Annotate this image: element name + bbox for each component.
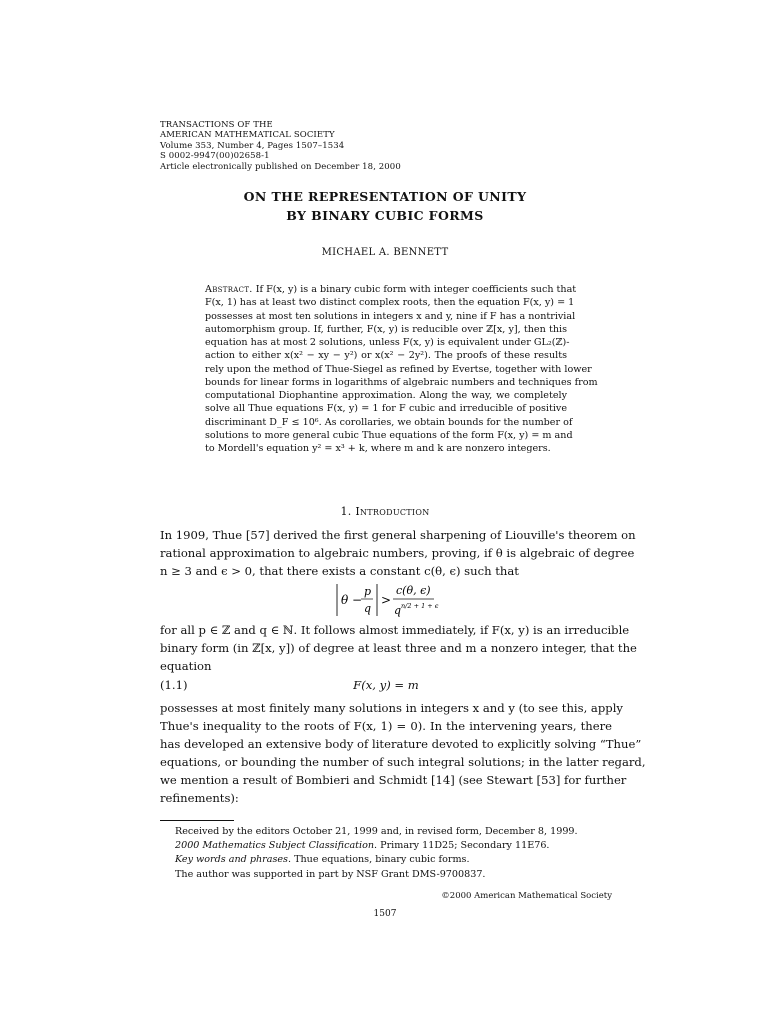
eq-theta-minus: θ − <box>341 593 363 607</box>
liouville-inequality <box>0 583 770 619</box>
abstract-line: solutions to more general cubic Thue equations of the form F(x, y) = m and <box>205 429 573 441</box>
journal-publish-date: Article electronically published on December 18, 2000 <box>160 161 401 172</box>
eq-frac-num: p <box>364 585 372 598</box>
section-heading <box>0 505 770 518</box>
paragraph-line: In 1909, Thue [57] derived the first general sharpening of Liouville's theorem on <box>160 528 636 542</box>
paragraph-line: n ≥ 3 and ϵ > 0, that there exists a constant c(θ, ϵ) such that <box>160 563 519 578</box>
journal-volume: Volume 353, Number 4, Pages 1507–1534 <box>160 140 345 151</box>
abstract-line: equation has at most 2 solutions, unless F(x, y) is equivalent under GL₂(ℤ)- <box>205 337 570 348</box>
abstract <box>205 283 598 455</box>
eq-greater-than: > <box>381 593 392 607</box>
eq-rhs-exp: n/2 + 1 + ϵ <box>401 602 439 610</box>
copyright: ©2000 American Mathematical Society <box>441 891 612 901</box>
footnote-msc-label: 2000 Mathematics Subject Classification. <box>175 840 378 852</box>
paragraph-line: Thue's inequality to the roots of F(x, 1) = 0). In the intervening years, there <box>160 718 612 733</box>
footnote-support: The author was supported in part by NSF Grant DMS-9700837. <box>175 868 486 880</box>
journal-name-line-1: TRANSACTIONS OF THE <box>160 120 273 130</box>
paragraph-3 <box>160 700 646 807</box>
paragraph-line: refinements): <box>160 790 239 805</box>
journal-issn: S 0002-9947(00)02658-1 <box>160 151 270 162</box>
footnote-keywords <box>175 853 578 867</box>
author: MICHAEL A. BENNETT <box>321 247 449 258</box>
paragraph-line: has developed an extensive body of literature devoted to explicitly solving “Thue” <box>160 736 642 751</box>
abstract-line: automorphism group. If, further, F(x, y) is reducible over ℤ[x, y], then this <box>205 323 567 335</box>
paragraph-line: we mention a result of Bombieri and Schmidt [14] (see Stewart [53] for further <box>160 772 627 787</box>
equation-number: (1.1) <box>160 678 188 692</box>
paragraph-line: equations, or bounding the number of such integral solutions; in the latter regard, <box>160 754 646 769</box>
section-title: Introduction <box>355 505 430 518</box>
paper-title <box>0 188 770 225</box>
footnote-keywords-value: Thue equations, binary cubic forms. <box>291 854 470 866</box>
paragraph-line: for all p ∈ ℤ and q ∈ ℕ. It follows almost immediately, if F(x, y) is an irreducible <box>160 623 630 637</box>
abstract-line <box>205 283 577 296</box>
footnote-received: Received by the editors October 21, 1999 and, in revised form, December 8, 1999. <box>175 826 578 837</box>
journal-name-line-2: AMERICAN MATHEMATICAL SOCIETY <box>160 130 335 141</box>
paragraph-line: binary form (in ℤ[x, y]) of degree at least three and m a nonzero integer, that the <box>160 640 637 655</box>
page-number: 1507 <box>373 909 397 919</box>
eq-rhs-base: q <box>394 604 402 617</box>
footnote-keywords-label: Key words and phrases. <box>175 854 292 866</box>
eq-frac-den: q <box>364 602 372 615</box>
equation-body: F(x, y) = m <box>353 678 419 692</box>
abstract-line: rely upon the method of Thue-Siegel as refined by Evertse, together with lower <box>205 363 592 375</box>
footnotes <box>175 825 578 882</box>
journal-header <box>160 120 401 172</box>
abstract-line: to Mordell's equation y² = x³ + k, where m and k are nonzero integers. <box>205 443 551 454</box>
paper-title-line-1: ON THE REPRESENTATION OF UNITY <box>243 189 527 204</box>
section-number: 1. <box>340 505 356 518</box>
paragraph-1 <box>160 527 636 581</box>
abstract-line: discriminant D_F ≤ 10⁶. As corollaries, we obtain bounds for the number of <box>205 416 573 428</box>
eq-rhs-num: c(θ, ϵ) <box>396 584 431 597</box>
paragraph-line: possesses at most finitely many solutions in integers x and y (to see this, apply <box>160 701 623 715</box>
footnote-msc-value: Primary 11D25; Secondary 11E76. <box>377 840 550 852</box>
footnote-rule <box>160 820 234 821</box>
paragraph-2 <box>160 622 637 676</box>
abstract-line-text: If F(x, y) is a binary cubic form with integer coefficients such that <box>252 284 577 295</box>
abstract-line: possesses at most ten solutions in integers x and y, nine if F has a nontrivial <box>205 310 576 322</box>
abstract-line: solve all Thue equations F(x, y) = 1 for F cubic and irreducible of positive <box>205 403 567 415</box>
abstract-line: F(x, 1) has at least two distinct complex roots, then the equation F(x, y) = 1 <box>205 297 575 309</box>
abstract-line: action to either x(x² − xy − y²) or x(x² − 2y²). The proofs of these results <box>205 350 567 362</box>
abstract-label: Abstract. <box>205 284 253 295</box>
footnote-msc <box>175 839 578 853</box>
paragraph-line: rational approximation to algebraic numbers, proving, if θ is algebraic of degree <box>160 545 635 560</box>
paragraph-line: equation <box>160 658 212 673</box>
abstract-line: bounds for linear forms in logarithms of algebraic numbers and techniques from <box>205 376 598 388</box>
paper-title-line-2: BY BINARY CUBIC FORMS <box>286 207 484 223</box>
abstract-line: computational Diophantine approximation. Along the way, we completely <box>205 390 567 401</box>
